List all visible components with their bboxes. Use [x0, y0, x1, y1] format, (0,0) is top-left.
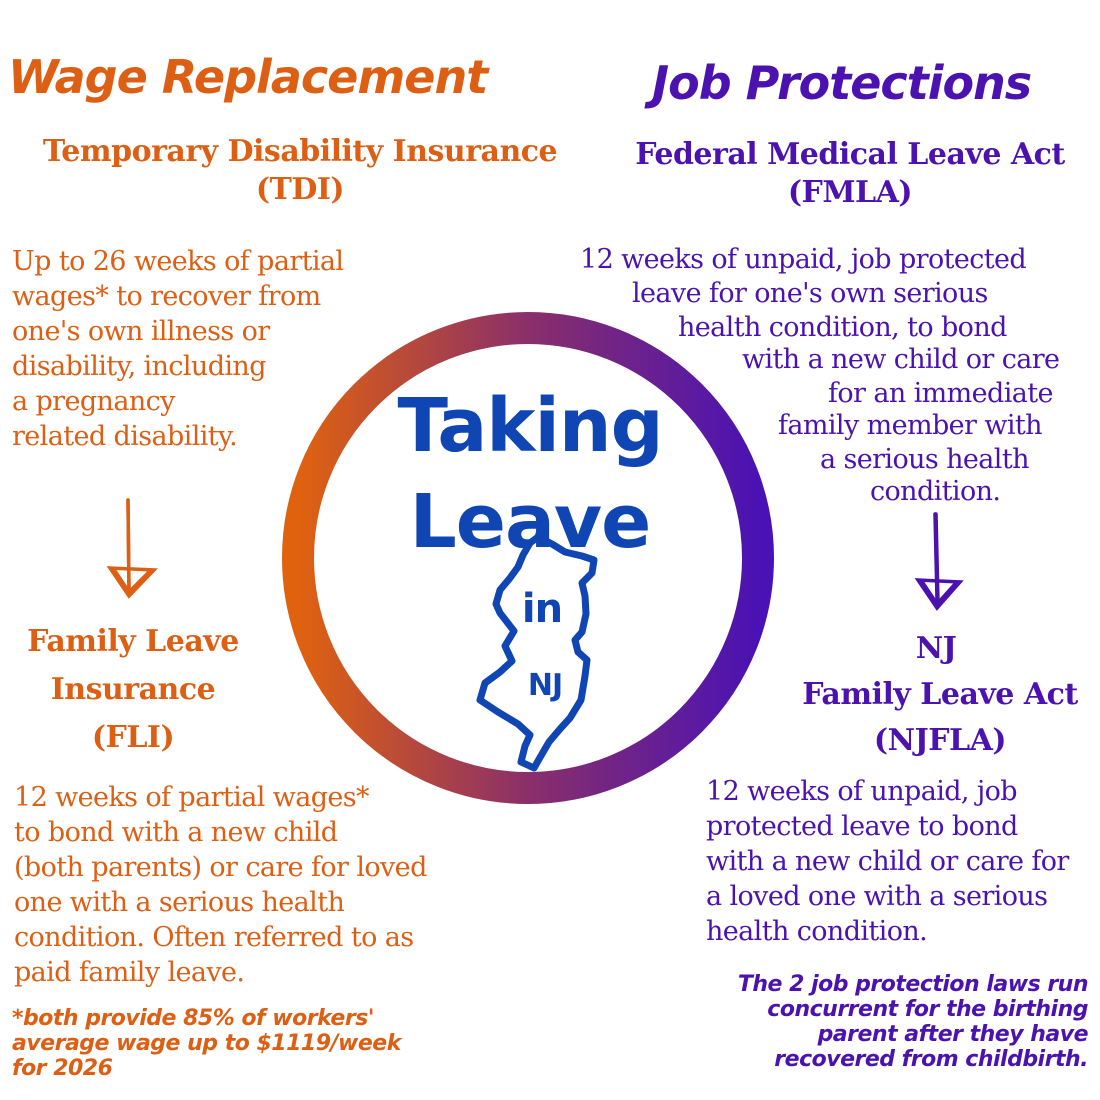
fmla-title-line: Federal Medical Leave Act [635, 137, 1065, 172]
njfla-title [780, 626, 1100, 764]
njfla-desc-line: with a new child or care for [706, 846, 1069, 877]
fmla-desc-line: family member with [778, 410, 1042, 441]
fli-desc-line: paid family leave. [14, 957, 245, 988]
left-down-arrow-icon [110, 500, 154, 596]
njfla-title-line: (NJFLA) [873, 723, 1007, 758]
njfla-desc-line: protected leave to bond [706, 811, 1018, 842]
job-protections-heading: Job Protections [652, 56, 1032, 110]
tdi-desc-line: one's own illness or [12, 316, 270, 347]
njfla-desc-line: a loved one with a serious [706, 881, 1048, 912]
wage-footnote-line: for 2026 [12, 1056, 113, 1081]
fmla-desc-line: a serious health [820, 444, 1029, 475]
state-label-in: in [521, 586, 563, 632]
center-title-line: Taking [397, 383, 663, 469]
fmla-desc-line: with a new child or care [742, 344, 1060, 375]
right-down-arrow-icon [918, 514, 960, 608]
tdi-title-line: Temporary Disability Insurance [42, 134, 558, 169]
njfla-title-line: NJ [915, 631, 957, 666]
fli-description [14, 780, 427, 990]
wage-replacement-heading: Wage Replacement [8, 50, 488, 104]
fli-desc-line: (both parents) or care for loved [14, 852, 427, 883]
tdi-desc-line: a pregnancy [12, 386, 175, 417]
fli-title-line: Insurance [50, 672, 216, 707]
fli-desc-line: one with a serious health [14, 887, 345, 918]
job-protection-footnote [738, 972, 1088, 1072]
tdi-title [0, 133, 600, 209]
fli-desc-line: to bond with a new child [14, 817, 338, 848]
fmla-desc-line: leave for one's own serious [632, 278, 988, 309]
job-footnote-line: The 2 job protection laws run [737, 972, 1088, 997]
njfla-desc-line: health condition. [706, 916, 928, 947]
fli-desc-line: condition. Often referred to as [14, 922, 414, 953]
fmla-desc-line: health condition, to bond [678, 312, 1007, 343]
njfla-desc-line: 12 weeks of unpaid, job [706, 776, 1017, 807]
wage-footnote [12, 1006, 401, 1081]
tdi-description [12, 244, 343, 454]
job-footnote-line: concurrent for the birthing [767, 997, 1088, 1022]
state-label-nj: NJ [527, 668, 563, 703]
njfla-description [706, 774, 1069, 949]
fmla-title [600, 136, 1100, 212]
tdi-desc-line: disability, including [12, 351, 266, 382]
tdi-desc-line: related disability. [12, 421, 238, 452]
njfla-title-line: Family Leave Act [802, 677, 1078, 712]
fmla-desc-line: for an immediate [828, 378, 1053, 409]
job-footnote-line: parent after they have [817, 1022, 1088, 1047]
new-jersey-outline-icon [480, 537, 594, 768]
fli-desc-line: 12 weeks of partial wages* [14, 782, 369, 813]
job-footnote-line: recovered from childbirth. [774, 1047, 1088, 1072]
taking-leave-title [380, 378, 680, 570]
fli-title-line: Family Leave [27, 624, 239, 659]
wage-footnote-line: *both provide 85% of workers' [12, 1006, 375, 1031]
fli-title-line: (FLI) [91, 720, 175, 755]
fmla-desc-line: condition. [870, 476, 1001, 507]
tdi-desc-line: Up to 26 weeks of partial [12, 246, 344, 277]
tdi-title-line: (TDI) [255, 172, 345, 207]
fmla-desc-line: 12 weeks of unpaid, job protected [580, 244, 1027, 275]
center-title-line: Leave [409, 479, 651, 565]
fli-title [8, 618, 258, 762]
tdi-desc-line: wages* to recover from [12, 281, 321, 312]
fmla-title-line: (FMLA) [787, 175, 913, 210]
wage-footnote-line: average wage up to $1119/week [12, 1031, 401, 1056]
